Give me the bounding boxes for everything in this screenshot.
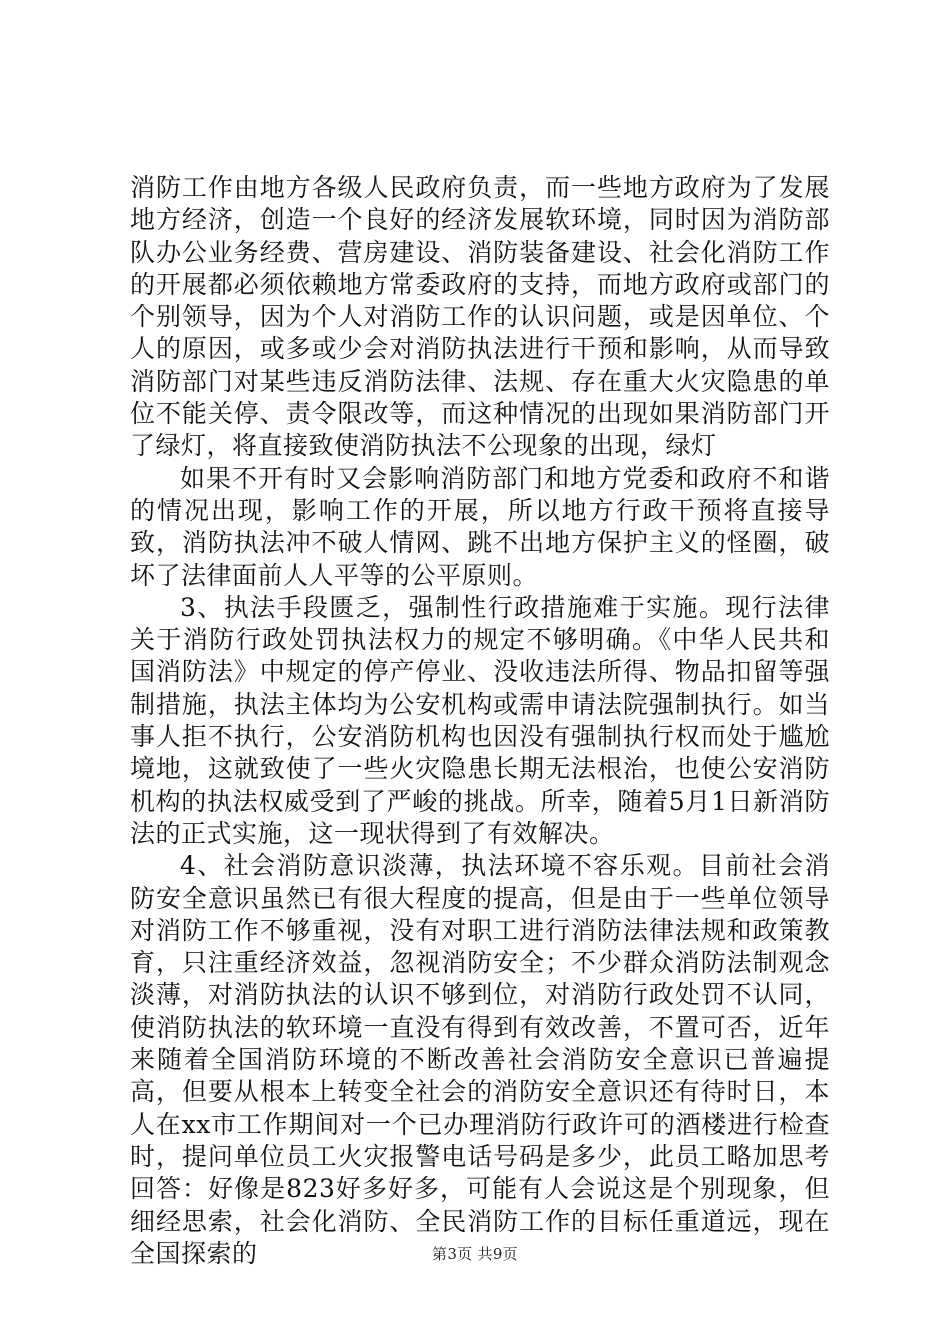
page-number-footer: 第3页 共9页 (432, 1245, 518, 1263)
paragraph-fire-awareness: 4、社会消防意识淡薄，执法环境不容乐观。目前社会消防安全意识虽然已有很大程度的提高，但是由于一些单位领导对消防工作不够重视，没有对职工进行消防法律法规和政策教育，只注重经济效益，忽视消防安全；不少群众消防法制观念淡薄，对消防执法的认识不够到位，对消防行政处罚不认同，使消防执法的软环境一直没有得到有效改善，不置可否，近年来随着全国消防环境的不断改善社会消防安全意识已普遍提高，但要从根本上转变全社会的消防安全意识还有待时日，本人在xx市工作期间对一个已办理消防行政许可的酒楼进行检查时，提问单位员工火灾报警电话号码是多少，此员工略加思考回答：好像是823好多好多，可能有人会说这是个别现象，但细经思索，社会化消防、全民消防工作的目标任重道远，现在全国探索的 (130, 851, 830, 1268)
paragraph-local-interference: 消防工作由地方各级人民政府负责，而一些地方政府为了发展地方经济，创造一个良好的经济发展软环境，同时因为消防部队办公业务经费、营房建设、消防装备建设、社会化消防工作的开展都必须依赖地方常委政府的支持，而地方政府或部门的个别领导，因为个人对消防工作的认识问题，或是因单位、个人的原因，或多或少会对消防执法进行干预和影响，从而导致消防部门对某些违反消防法律、法规、存在重大火灾隐患的单位不能关停、责令限改等，而这种情况的出现如果消防部门开了绿灯，将直接致使消防执法不公现象的出现，绿灯 (130, 173, 830, 461)
paragraph-enforcement-means: 3、执法手段匮乏，强制性行政措施难于实施。现行法律关于消防行政处罚执法权力的规定不够明确。《中华人民共和国消防法》中规定的停产停业、没收违法所得、物品扣留等强制措施，执法主体均为公安机构或需申请法院强制执行。如当事人拒不执行，公安消防机构也因没有强制执行权而处于尴尬境地，这就致使了一些火灾隐患长期无法根治，也使公安消防机构的执法权威受到了严峻的挑战。所幸，随着5月1日新消防法的正式实施，这一现状得到了有效解决。 (130, 592, 830, 848)
paragraph-local-interference-continued: 如果不开有时又会影响消防部门和地方党委和政府不和谐的情况出现，影响工作的开展，所以地方行政干预将直接导致，消防执法冲不破人情网、跳不出地方保护主义的怪圈，破坏了法律面前人人平等的公平原则。 (130, 463, 830, 590)
document-body (130, 172, 830, 1270)
